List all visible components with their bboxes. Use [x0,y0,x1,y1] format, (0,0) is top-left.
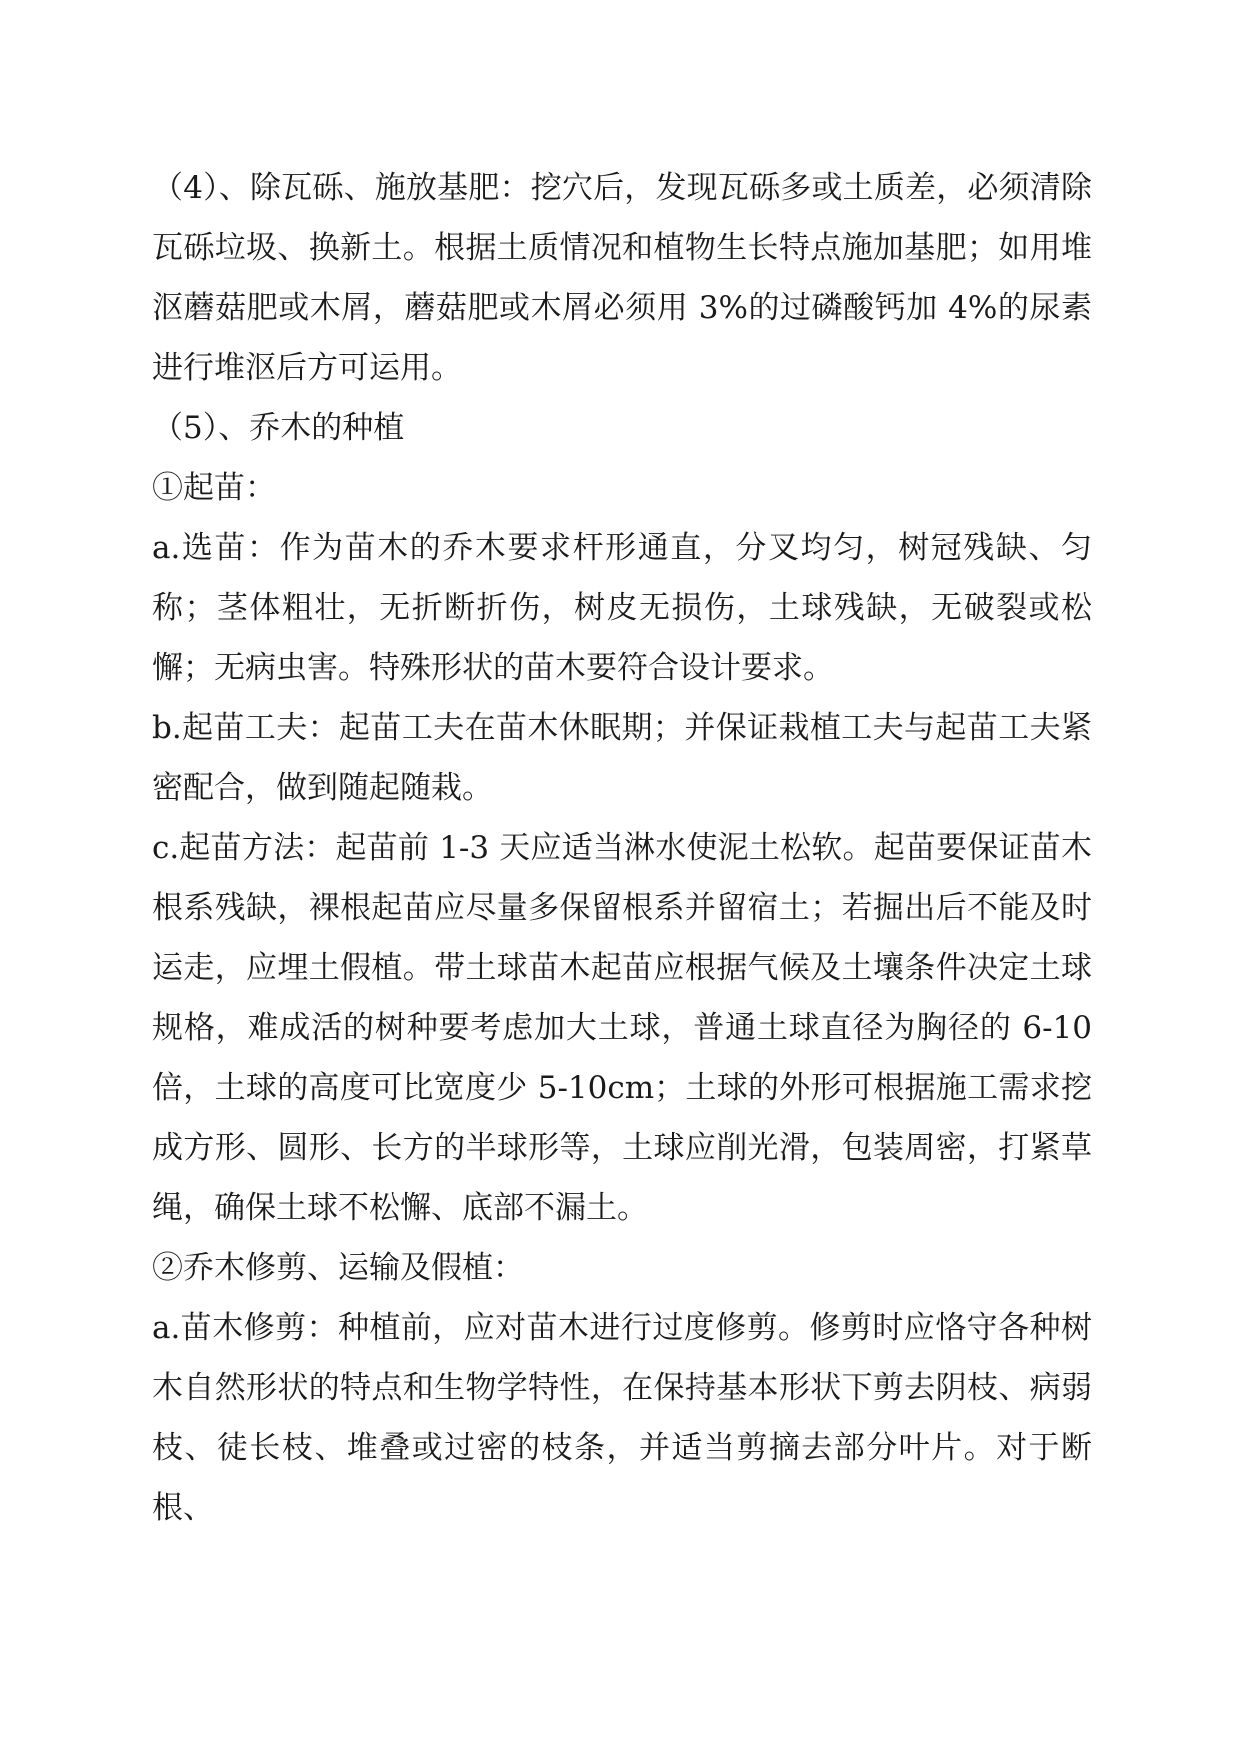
heading-seedling-lifting: ①起苗： [152,470,276,506]
paragraph-lifting-timing: b.起苗工夫：起苗工夫在苗木休眠期；并保证栽植工夫与起苗工夫紧密配合，做到随起随栽。 [152,710,1092,806]
paragraph-lifting-method: c.起苗方法：起苗前 1-3 天应适当淋水使泥土松软。起苗要保证苗木根系残缺，裸根起苗应尽量多保留根系并留宿土；若掘出后不能及时运走，应埋土假植。带土球苗木起苗应根据气候及土壤条件决定土球规格，难成活的树种要考虑加大土球，普通土球直径为胸径的 6-10 倍，土球的高度可比宽度少 5-10cm；土球的外形可根据施工需求挖成方形、圆形、长方的半球形等，土球应削光滑，包装周密，打紧草绳，确保土球不松懈、底部不漏土。 [152,830,1092,1226]
document-body [152,158,1092,1538]
paragraph-seedling-pruning: a.苗木修剪：种植前，应对苗木进行过度修剪。修剪时应恪守各种树木自然形状的特点和生物学特性，在保持基本形状下剪去阴枝、病弱枝、徒长枝、堆叠或过密的枝条，并适当剪摘去部分叶片。对于断根、 [152,1310,1092,1526]
heading-pruning-transport: ②乔木修剪、运输及假植： [152,1250,524,1286]
heading-tree-planting: （5）、乔木的种植 [152,410,405,446]
paragraph-seedling-selection: a.选苗：作为苗木的乔木要求杆形通直，分叉均匀，树冠残缺、匀称；茎体粗壮，无折断折伤，树皮无损伤，土球残缺，无破裂或松懈；无病虫害。特殊形状的苗木要符合设计要求。 [152,530,1092,686]
paragraph-base-fertilizer: （4）、除瓦砾、施放基肥：挖穴后，发现瓦砾多或土质差，必须清除瓦砾垃圾、换新土。根据土质情况和植物生长特点施加基肥；如用堆沤蘑菇肥或木屑，蘑菇肥或木屑必须用 3%的过磷酸钙加 4%的尿素进行堆沤后方可运用。 [152,170,1092,386]
